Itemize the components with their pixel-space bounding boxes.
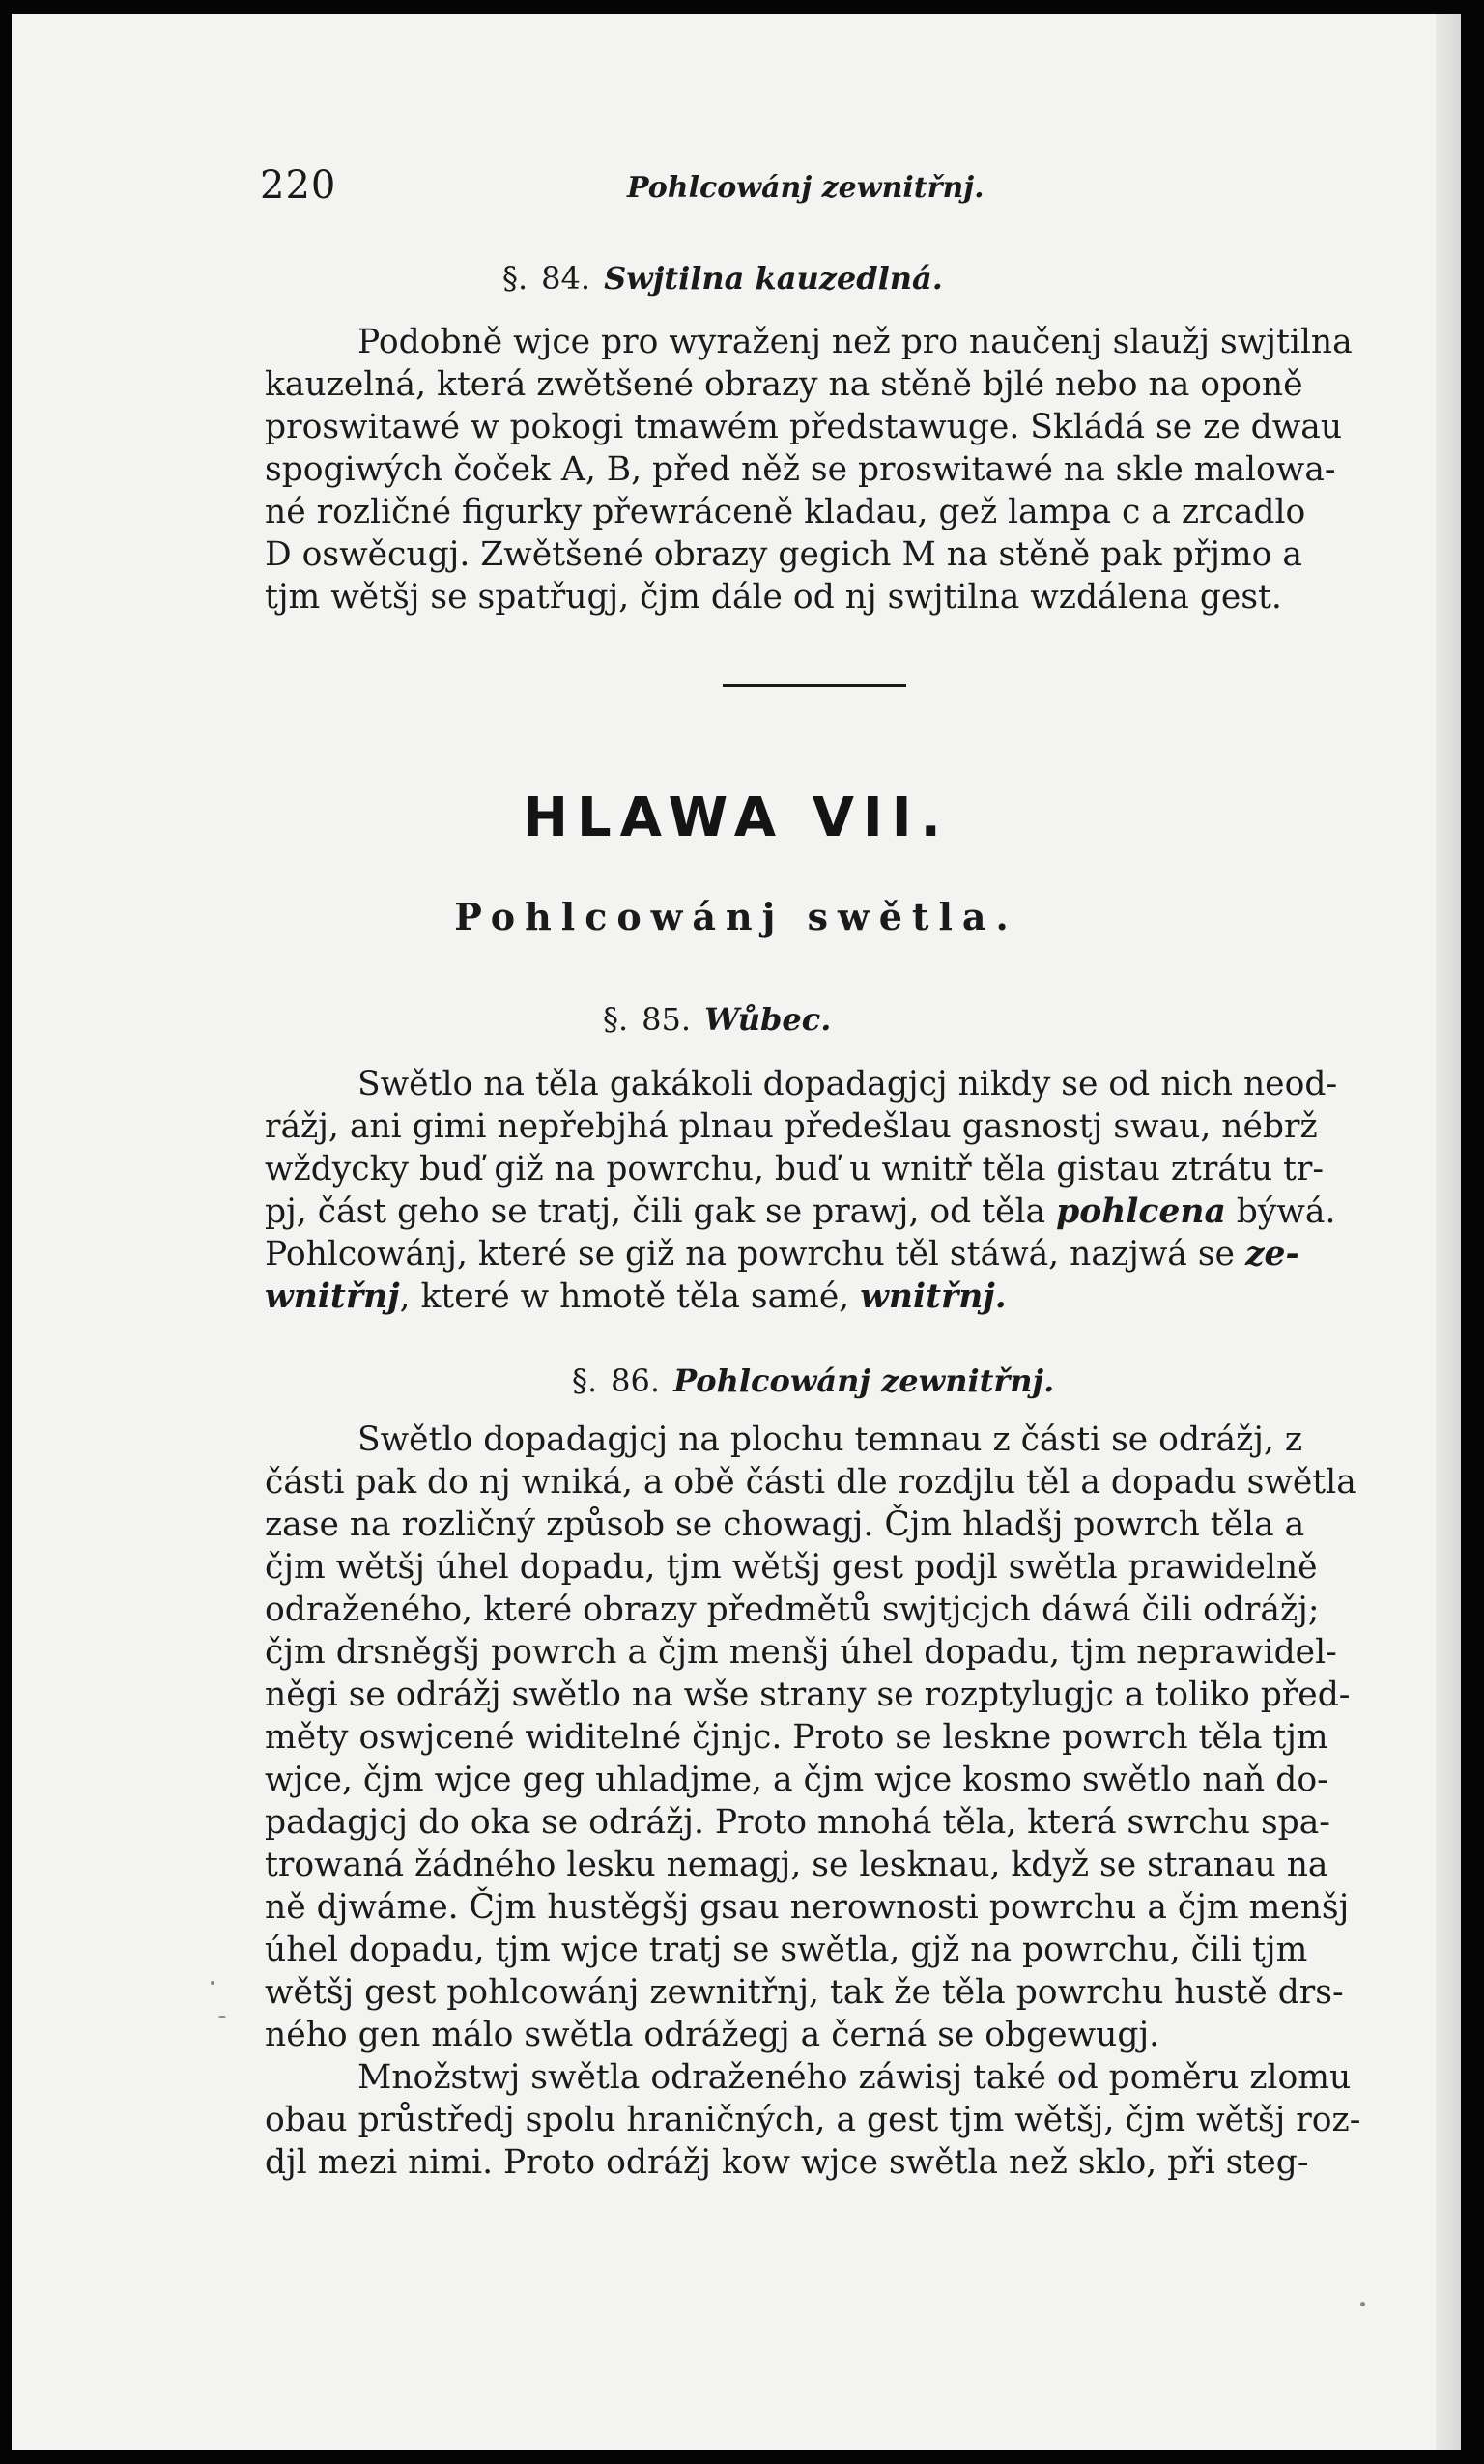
text-line: D oswěcugj. Zwětšené obrazy gegich M na stěně pak přjmo a bbox=[265, 535, 1302, 574]
text-line: djl mezi nimi. Proto odrážj kow wjce swětla než sklo, při steg- bbox=[265, 2143, 1309, 2182]
scan-speck bbox=[218, 2016, 226, 2018]
running-head bbox=[260, 163, 985, 212]
book-page bbox=[12, 14, 1461, 2450]
section-85-paragraph bbox=[265, 1063, 1338, 1318]
text-line: ného gen málo swětla odrážegj a černá se obgewugj. bbox=[265, 2016, 1160, 2054]
text-line: padagjcj do oka se odrážj. Proto mnohá těla, která swrchu spa- bbox=[265, 1803, 1330, 1842]
section-symbol: §. bbox=[572, 1362, 598, 1399]
chapter-title: HLAWA VII. bbox=[523, 787, 950, 849]
text-line: né rozličné figurky přewráceně kladau, gež lampa c a zrcadlo bbox=[265, 493, 1306, 531]
text-line: Podobně wjce pro wyraženj než pro naučenj slaužj swjtilna bbox=[357, 323, 1353, 361]
section-84-paragraph bbox=[265, 321, 1353, 618]
scan-speck bbox=[211, 1981, 214, 1985]
emphasized-term: wnitřnj bbox=[265, 1277, 400, 1316]
text-line: Swětlo na těla gakákoli dopadagjcj nikdy se od nich neod- bbox=[357, 1065, 1338, 1103]
text-line: zase na rozličný způsob se chowagj. Čjm hladšj powrch těla a bbox=[265, 1505, 1305, 1544]
section-86-heading bbox=[572, 1362, 1054, 1399]
text-segment: , které w hmotě těla samé, bbox=[399, 1277, 850, 1316]
text-segment: pj, část geho se tratj, čili gak se prawj, od těla bbox=[265, 1192, 1046, 1231]
section-symbol: §. bbox=[603, 1001, 629, 1038]
text-line: čjm wětšj úhel dopadu, tjm wětšj gest podjl swětla prawidelně bbox=[265, 1548, 1318, 1587]
section-title: Pohlcowánj zewnitřnj. bbox=[673, 1362, 1055, 1399]
emphasized-term: wnitřnj. bbox=[860, 1277, 1007, 1316]
section-divider-rule bbox=[723, 684, 906, 687]
page-number: 220 bbox=[260, 163, 337, 208]
text-segment: Pohlcowánj, které se giž na powrchu těl stáwá, nazjwá se bbox=[265, 1235, 1235, 1274]
text-line: tjm wětšj se spatřugj, čjm dále od nj swjtilna wzdálena gest. bbox=[265, 578, 1282, 616]
section-title: Swjtilna kauzedlná. bbox=[604, 260, 943, 297]
text-line: wětšj gest pohlcowánj zewnitřnj, tak že těla powrchu hustě drs- bbox=[265, 1973, 1344, 2012]
emphasized-term: pohlcena bbox=[1056, 1192, 1226, 1231]
section-86-paragraph bbox=[265, 1418, 1361, 2184]
text-line-with-emphasis bbox=[265, 1275, 1007, 1318]
text-line: wjce, čjm wjce geg uhladjme, a čjm wjce kosmo swětlo naň do- bbox=[265, 1761, 1328, 1799]
section-85-heading bbox=[603, 1001, 831, 1038]
text-line: rážj, ani gimi nepřebjhá plnau předešlau gasnostj swau, nébrž bbox=[265, 1107, 1318, 1146]
text-line: části pak do nj wniká, a obě části dle rozdjlu těl a dopadu swětla bbox=[265, 1463, 1356, 1502]
text-line: Množstwj swětla odraženého záwisj také od poměru zlomu bbox=[357, 2058, 1352, 2097]
text-line: obau průstředj spolu hraničných, a gest tjm wětšj, čjm wětšj roz- bbox=[265, 2101, 1361, 2139]
text-line: kauzelná, která zwětšené obrazy na stěně bjlé nebo na oponě bbox=[265, 365, 1303, 404]
section-number: 86. bbox=[611, 1362, 661, 1399]
section-number: 84. bbox=[541, 260, 591, 297]
text-line: Swětlo dopadagjcj na plochu temnau z části se odrážj, z bbox=[357, 1420, 1303, 1459]
text-line: úhel dopadu, tjm wjce tratj se swětla, gjž na powrchu, čili tjm bbox=[265, 1931, 1308, 1969]
section-number: 85. bbox=[642, 1001, 692, 1038]
text-line: odraženého, které obrazy předmětů swjtjcjch dáwá čili odrážj; bbox=[265, 1590, 1320, 1629]
page-gutter-shadow bbox=[1436, 14, 1461, 2450]
section-title: Wůbec. bbox=[704, 1001, 832, 1038]
text-line-with-emphasis bbox=[265, 1190, 1336, 1233]
running-title: Pohlcowánj zewnitřnj. bbox=[627, 171, 985, 205]
section-84-heading bbox=[502, 260, 943, 297]
text-line-with-emphasis bbox=[265, 1233, 1299, 1275]
text-line: čjm drsněgšj powrch a čjm menšj úhel dopadu, tjm neprawidel- bbox=[265, 1633, 1337, 1672]
text-line: něgi se odrážj swětlo na wše strany se rozptylugjc a toliko před- bbox=[265, 1676, 1351, 1714]
scan-speck bbox=[1360, 2302, 1365, 2306]
section-symbol: §. bbox=[502, 260, 528, 297]
chapter-subtitle: Pohlcowánj swětla. bbox=[454, 895, 1018, 938]
text-line: spogiwých čoček A, B, před něž se proswitawé na skle malowa- bbox=[265, 450, 1336, 489]
text-segment: býwá. bbox=[1236, 1192, 1336, 1231]
text-line: měty oswjcené widitelné čjnjc. Proto se leskne powrch těla tjm bbox=[265, 1718, 1328, 1757]
text-line: trowaná žádného lesku nemagj, se lesknau, když se stranau na bbox=[265, 1846, 1328, 1884]
text-line: wždycky buď giž na powrchu, buď u wnitř těla gistau ztrátu tr- bbox=[265, 1150, 1325, 1189]
text-line: ně djwáme. Čjm hustěgšj gsau nerownosti powrchu a čjm menšj bbox=[265, 1888, 1350, 1927]
text-line: proswitawé w pokogi tmawém předstawuge. Skládá se ze dwau bbox=[265, 408, 1343, 446]
emphasized-term: ze- bbox=[1244, 1235, 1299, 1274]
